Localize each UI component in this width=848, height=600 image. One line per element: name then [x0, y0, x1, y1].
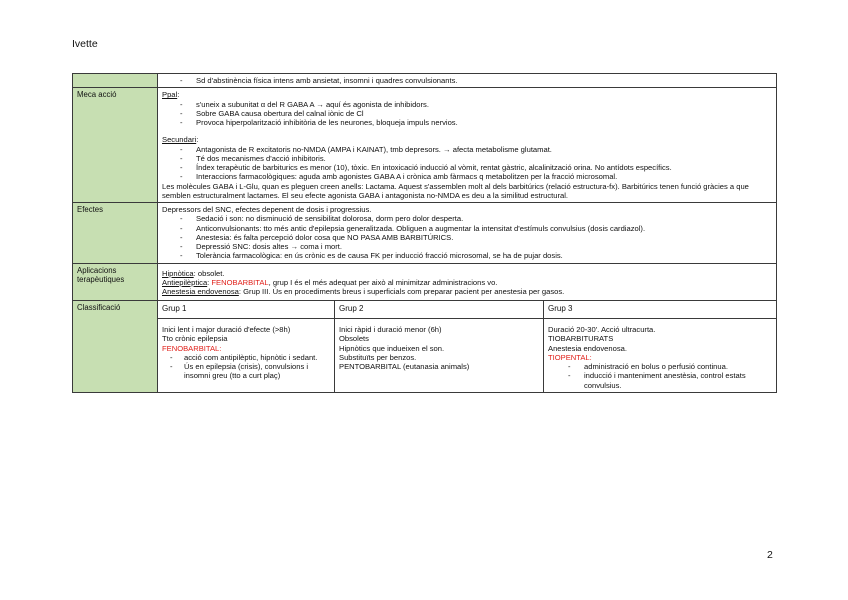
- group-1-line: Inici lent i major duració d'efecte (>8h): [162, 325, 291, 334]
- list-item: - Interaccions farmacològiques: aguda amb agonistes GABA A i crònica amb fàrmacs q metabolitzen per la fracció microsomal.: [180, 172, 772, 181]
- row-label-aplicacions: Aplicacions terapèutiques: [73, 263, 158, 301]
- group-2-content: [335, 319, 544, 392]
- group-3-content: [544, 319, 777, 392]
- table-row-meca: [73, 88, 777, 203]
- page-header-name: Ivette: [72, 38, 98, 50]
- group-1-drug: FENOBARBITAL: [162, 343, 220, 353]
- antiepileptica-text: , grup I és el més adequat per això al minimitzar administracions vo.: [268, 277, 498, 287]
- group-3-line: Duració 20-30'. Acció ultracurta.: [548, 325, 656, 334]
- list-item: - Ús en epilepsia (crisis), convulsions i insomni greu (tto a curt plaç): [170, 362, 330, 381]
- list-item: - Sd d'abstinència física intens amb ansietat, insomni i quadres convulsionants.: [180, 76, 772, 85]
- group-3-title: Grup 3: [544, 301, 777, 318]
- group-3-drug-colon: :: [589, 352, 592, 362]
- list-item: - Depressió SNC: dosis altes → coma i mort.: [180, 242, 772, 251]
- ppal-heading: Ppal: [162, 90, 178, 100]
- table-row-top: [73, 74, 777, 88]
- pharmacology-table: [72, 73, 777, 393]
- list-item: - inducció i manteniment anestèsia, control estats convulsius.: [568, 371, 772, 390]
- list-item: - Antagonista de R excitatoris no-NMDA (AMPA i KAINAT), tmb depresors. → afecta metabolisme glutamat.: [180, 145, 772, 154]
- list-item: - administració en bolus o perfusió continua.: [568, 362, 772, 371]
- group-1-drug-colon: :: [219, 343, 222, 353]
- row-label-classificacio: Classificació: [73, 301, 158, 393]
- groups-table: [158, 301, 776, 392]
- list-item: - Tolerància farmacològica: en ús crònic es de causa FK per inducció fracció microsomal, se ha de pujar dosis.: [180, 251, 772, 260]
- list-item: - Anestesia: és falta percepció dolor cosa que NO PASA AMB BARBITÚRICS.: [180, 233, 772, 242]
- hipnotica-term: Hipnòtica: [162, 268, 194, 278]
- row-content-classificacio: [158, 301, 777, 393]
- table-row-efectes: [73, 203, 777, 264]
- row-label-meca: Meca acció: [73, 88, 158, 203]
- groups-content-row: [158, 319, 776, 392]
- row-content-top: [158, 74, 777, 88]
- row-content-aplicacions: [158, 263, 777, 301]
- group-1-content: [158, 319, 335, 392]
- hipnotica-text: : obsolet.: [193, 268, 225, 278]
- group-2-line: Obsolets: [339, 334, 369, 344]
- group-3-line: TIOBARBITURATS: [548, 334, 614, 344]
- group-2-line: Hipnòtics que indueixen el son.: [339, 343, 445, 353]
- list-item: - Sobre GABA causa obertura del calnal iònic de Cl: [180, 109, 772, 118]
- antiepileptica-term: Antiepilèptica: [162, 277, 208, 287]
- list-item: - Índex terapèutic de barbiturics es menor (10), tòxic. En intoxicació inducció al vòmit, rentat gàstric, alcalinització orina. No antídots específics.: [180, 163, 772, 172]
- table-row-classificacio: [73, 301, 777, 393]
- group-3-line: Anestesia endovenosa.: [548, 343, 627, 353]
- group-1-title: Grup 1: [158, 301, 335, 318]
- list-item: - Anticonvulsionants: tto més antic d'epilepsia generalitzada. Obliguen a augmentar la intensitat d'estímuls convulsius (dosis cardiazol).: [180, 224, 772, 233]
- anestesia-term: Anestesia endovenosa: [162, 287, 239, 296]
- groups-header-row: [158, 301, 776, 318]
- list-item: - s'uneix a subunitat α del R GABA A → aquí és agonista de inhibidors.: [180, 100, 772, 109]
- anestesia-text: : Grup III. Ús en procediments breus i superficials com preparar pacient per anestesia per gasos.: [238, 287, 565, 296]
- group-2-line: PENTOBARBITAL (eutanasia animals): [339, 362, 470, 371]
- group-2-line: Substituïts per benzos.: [339, 352, 417, 362]
- row-content-efectes: [158, 203, 777, 264]
- list-item: - acció com antipilèptic, hipnòtic i sedant.: [170, 353, 330, 362]
- group-1-line: Tto crònic epilepsia: [162, 334, 228, 344]
- fenobarbital-highlight: FENOBARBITAL: [211, 277, 269, 287]
- row-label-efectes: Efectes: [73, 203, 158, 264]
- table-row-aplicacions: [73, 263, 777, 301]
- list-item: - Sedació i son: no disminució de sensibilitat dolorosa, dorm pero dolor desperta.: [180, 214, 772, 223]
- group-3-drug: TIOPENTAL: [548, 352, 590, 362]
- group-2-title: Grup 2: [335, 301, 544, 318]
- list-item: - Provoca hiperpolarització inhibitòria de les neurones, bloqueja impuls nervios.: [180, 118, 772, 127]
- antiepileptica-sep: :: [207, 277, 212, 287]
- group-2-line: Inici ràpid i duració menor (6h): [339, 325, 442, 334]
- row-label-empty: [73, 74, 158, 88]
- lactama-paragraph: Les molècules GABA i L-Glu, quan es pleguen creen anells: Lactama. Aquest s'assemblen molt al dels barbitúrics (relació estructura-fx). Barbitúrics tenen funció gràcies a que semblen estructuralment lactames. El seu efecte agonista GABA i antagonista no-NMDA es deu a la similitud estructural.: [162, 181, 749, 200]
- list-item: - Té dos mecanismes d'acció inhibitoris.: [180, 154, 772, 163]
- row-content-meca: Ppal: - s'uneix a subunitat α del R GABA A → aquí és agonista de inhibidors. - Sobre GABA causa obertura del calnal iònic de Cl - Provoca hiperpolarització inhibitòria de les neurones, bloqueja impuls nervios. Secundari: - Antagonista de R excitatoris no-NMDA (AMPA i KAINAT), tmb depresors. → afecta metabolisme glutamat. - Té dos mecanismes d'acció inhibitoris. - Índex terapèutic de barbiturics es menor (10), tòxic. En intoxicació inducció al vòmit, rentat gàstric, alcalinització orina. No antídots específics. - Interaccions farmacològiques: aguda amb agonistes GABA A i crònica amb fàrmacs q metabolitzen per la fracció microsomal. Les molècules GABA i L-Glu, quan es pleguen creen anells: Lactama. Aquest s'assemblen molt al dels barbitúrics (relació estructura-fx). Barbitúrics tenen funció gràcies a que semblen estructuralment lactames. El seu efecte agonista GABA i antagonista no-NMDA es deu a la similitud estructural.: [158, 88, 777, 203]
- efectes-intro: Depressors del SNC, efectes depenent de dosis i progressius.: [162, 205, 372, 214]
- page-number: 2: [767, 549, 773, 561]
- secundari-heading: Secundari: [162, 135, 197, 145]
